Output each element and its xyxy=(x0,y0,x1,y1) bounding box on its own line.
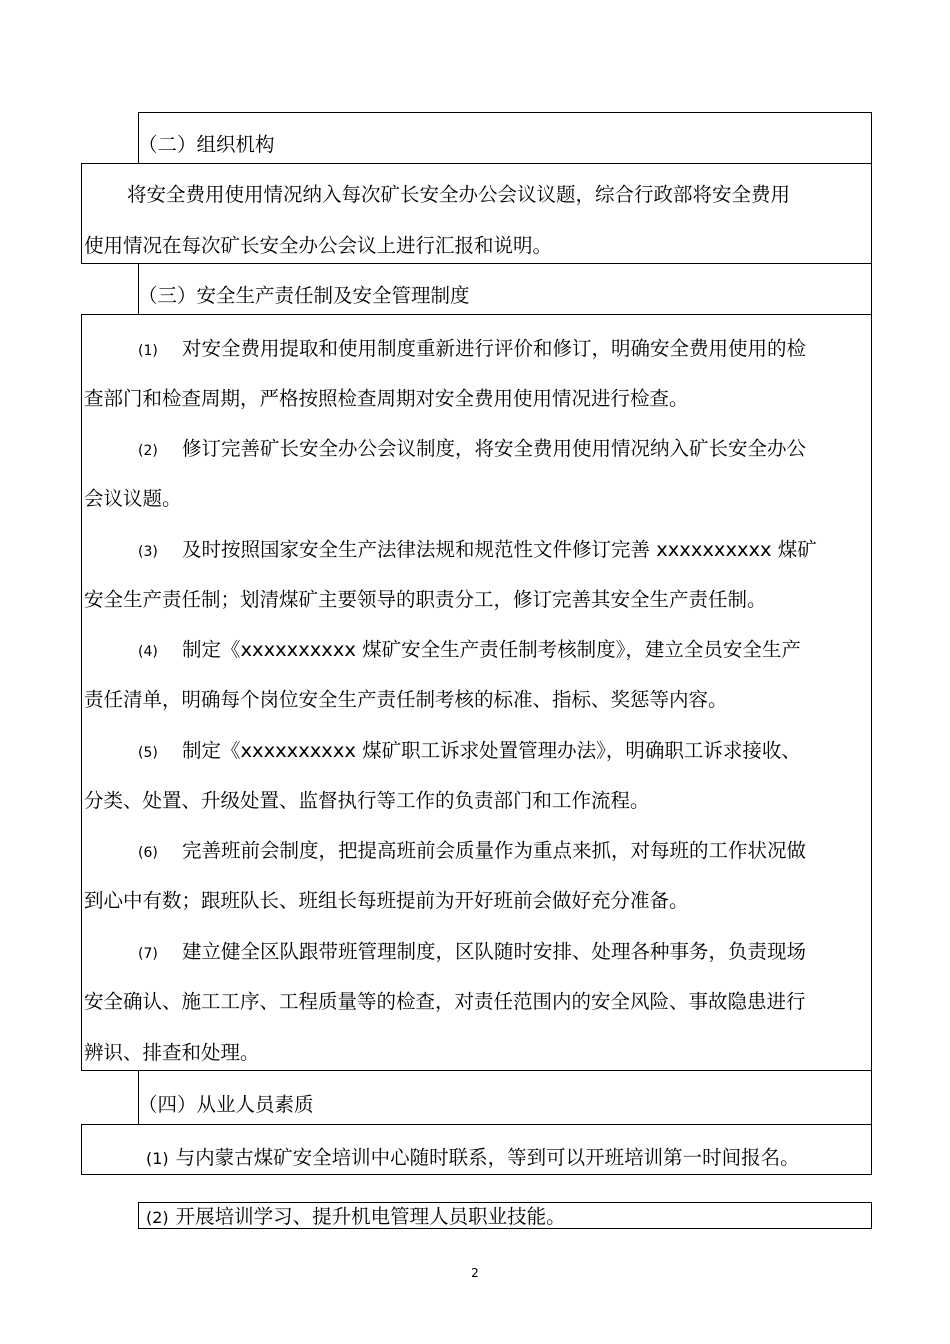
list-item-2-line2: 会议议题。 xyxy=(84,487,182,510)
list-item-6-line1 xyxy=(138,839,806,865)
list-item-6-line2: 到心中有数；跟班队长、班组长每班提前为开好班前会做好充分准备。 xyxy=(84,889,689,912)
list-item-text: 开展培训学习、提升机电管理人员职业技能。 xyxy=(175,1205,566,1228)
list-item-7-line2: 安全确认、施工工序、工程质量等的检查，对责任范围内的安全风险、事故隐患进行 xyxy=(84,990,806,1013)
list-item-3-line1 xyxy=(138,538,817,564)
list-item-4-line1 xyxy=(138,638,801,664)
list-item-text: 修订完善矿长安全办公会议制度，将安全费用使用情况纳入矿长安全办公 xyxy=(182,437,807,460)
list-item-text: 及时按照国家安全生产法律法规和规范性文件修订完善 xxxxxxxxxx 煤矿 xyxy=(182,538,817,561)
section4-item-2 xyxy=(146,1205,566,1230)
list-item-text: 与内蒙古煤矿安全培训中心随时联系，等到可以开班培训第一时间报名。 xyxy=(175,1146,800,1169)
list-item-1-line1 xyxy=(138,337,806,363)
section2-paragraph-line2: 使用情况在每次矿长安全办公会议上进行汇报和说明。 xyxy=(84,234,553,257)
section2-paragraph-line1: 将安全费用使用情况纳入每次矿长安全办公会议议题，综合行政部将安全费用 xyxy=(127,183,791,206)
section2-heading: （二）组织机构 xyxy=(138,133,275,156)
list-item-number: (4) xyxy=(138,644,158,660)
list-item-1-line2: 查部门和检查周期，严格按照检查周期对安全费用使用情况进行检查。 xyxy=(84,387,689,410)
section4-heading: （四）从业人员素质 xyxy=(138,1093,314,1116)
section3-heading: （三）安全生产责任制及安全管理制度 xyxy=(138,284,470,307)
page-number: 2 xyxy=(471,1266,479,1280)
list-item-text: 建立健全区队跟带班管理制度，区队随时安排、处理各种事务，负责现场 xyxy=(182,940,807,963)
list-item-3-line2: 安全生产责任制；划清煤矿主要领导的职责分工，修订完善其安全生产责任制。 xyxy=(84,588,767,611)
list-item-7-line3: 辨识、排查和处理。 xyxy=(84,1041,260,1064)
list-item-number: (3) xyxy=(138,544,158,560)
list-item-number: (6) xyxy=(138,845,158,861)
list-item-number: (5) xyxy=(138,745,158,761)
list-item-number: (1) xyxy=(146,1149,169,1168)
list-item-2-line1 xyxy=(138,437,806,463)
list-item-text: 完善班前会制度，把提高班前会质量作为重点来抓，对每班的工作状况做 xyxy=(182,839,807,862)
list-item-text: 对安全费用提取和使用制度重新进行评价和修订，明确安全费用使用的检 xyxy=(182,337,807,360)
list-item-number: (7) xyxy=(138,946,158,962)
list-item-7-line1 xyxy=(138,940,806,966)
list-item-5-line1 xyxy=(138,739,801,765)
list-item-text: 制定《xxxxxxxxxx 煤矿职工诉求处置管理办法》，明确职工诉求接收、 xyxy=(182,739,801,762)
list-item-number: (2) xyxy=(146,1208,169,1227)
list-item-number: (1) xyxy=(138,343,158,359)
list-item-number: (2) xyxy=(138,443,158,459)
list-item-5-line2: 分类、处置、升级处置、监督执行等工作的负责部门和工作流程。 xyxy=(84,789,650,812)
list-item-4-line2: 责任清单，明确每个岗位安全生产责任制考核的标准、指标、奖惩等内容。 xyxy=(84,688,728,711)
list-item-text: 制定《xxxxxxxxxx 煤矿安全生产责任制考核制度》，建立全员安全生产 xyxy=(182,638,801,661)
section4-item-1 xyxy=(146,1146,800,1171)
